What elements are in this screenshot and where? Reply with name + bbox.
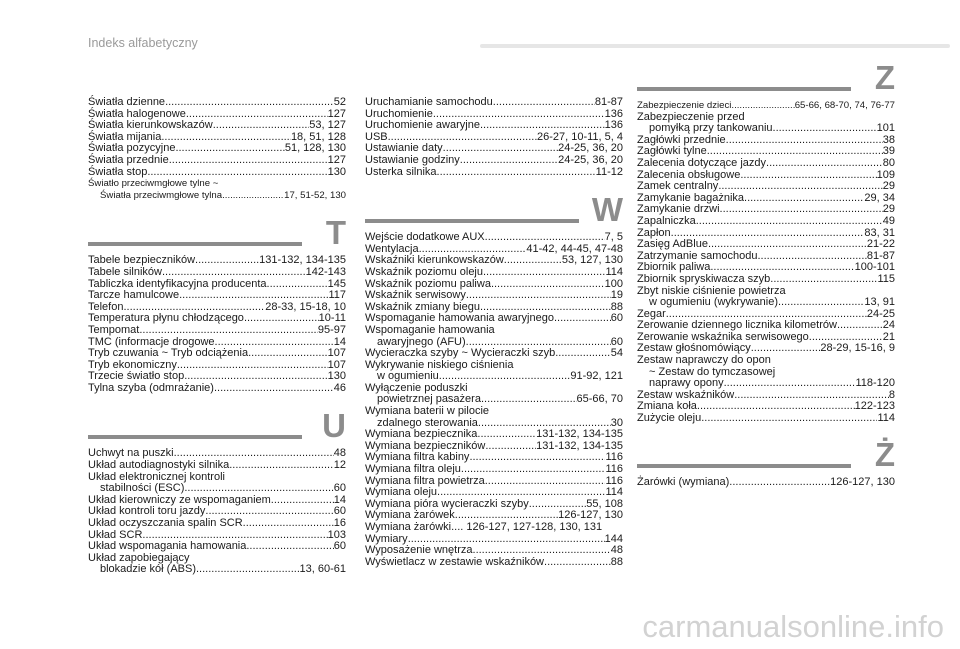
dot-leader (696, 216, 883, 228)
entry-pages: 24-25 (866, 307, 895, 320)
entry-pages: 107 (327, 358, 346, 371)
dot-leader (770, 274, 877, 286)
dot-leader (196, 564, 300, 576)
entry-pages: 60 (610, 335, 623, 348)
dot-leader (244, 313, 319, 325)
entry-pages: 28-33, 15-18, 10 (265, 300, 346, 313)
entry-pages: 51, 128, 130 (284, 142, 346, 155)
entry-term: ~ Zestaw do tymczasowej (649, 365, 776, 378)
entry-pages: 53, 127, 130 (561, 254, 623, 267)
entry-term: Zatrzymanie samochodu (637, 249, 758, 262)
index-entry (365, 464, 623, 476)
entry-term: Światła pozycyjne (88, 142, 176, 155)
entry-term: Wskaźnik zmiany biegu (365, 300, 480, 313)
entry-pages: 52 (333, 96, 346, 108)
entry-pages: 100-101 (854, 261, 895, 274)
entry-pages: 126-127, 130 (830, 475, 895, 488)
entry-term: Zamykanie drzwi (637, 203, 720, 216)
dot-leader (555, 348, 611, 360)
index-entry (637, 413, 895, 425)
index-column-2 (365, 97, 623, 568)
entry-pages: 131-132, 134-135 (536, 428, 623, 441)
entry-term: Układ SCR (88, 528, 143, 541)
entry-pages: 60 (610, 312, 623, 325)
entry-term: Wymiana bezpiecznika (365, 428, 478, 441)
index-column-1 (88, 97, 346, 576)
entry-pages: 136 (604, 107, 623, 120)
index-entry (365, 232, 623, 244)
entry-term: Tempomat (88, 323, 140, 336)
entry-term: Ustawianie daty (365, 142, 443, 155)
dot-leader (708, 239, 867, 251)
entry-term: Temperatura płynu chłodzącego (88, 312, 244, 325)
dot-leader (147, 167, 327, 179)
entry-pages: 114 (877, 412, 895, 425)
entry-pages: 81-87 (594, 96, 623, 108)
entry-pages: 17, 51-52, 130 (284, 189, 346, 201)
entry-term: Tabele bezpieczników (88, 254, 196, 267)
dot-leader (504, 255, 562, 267)
dot-leader (214, 383, 334, 395)
index-entry (637, 297, 895, 309)
entry-pages: 118-120 (855, 377, 895, 390)
entry-pages: 101 (876, 122, 895, 135)
entry-term: Układ oczyszczania spalin SCR (88, 517, 243, 530)
entry-pages: 55, 108 (586, 497, 623, 510)
entry-term: Uruchomienie (365, 107, 433, 120)
entry-term: powietrznej pasażera (377, 393, 481, 406)
entry-pages: 91-92, 121 (570, 370, 623, 383)
entry-pages: 100 (604, 277, 623, 290)
entry-term: Uruchomienie awaryjne (365, 119, 480, 132)
dot-leader (481, 394, 577, 406)
entry-term: Światła dzienne (88, 96, 166, 108)
entry-pages: 126-127, 130 (558, 509, 623, 522)
entry-pages: 13, 60-61 (299, 563, 346, 576)
section-letter: Z (874, 59, 895, 96)
index-section (637, 60, 895, 425)
entry-term: Światła halogenowe (88, 107, 186, 120)
entry-pages: 13, 91 (864, 296, 895, 309)
entry-term: Wskaźnik poziomu oleju (365, 265, 483, 278)
entry-term: Wspomaganie hamowania awaryjnego (365, 312, 554, 325)
entry-term: Zużycie oleju (637, 412, 702, 425)
dot-leader (729, 477, 830, 489)
index-entry (88, 564, 346, 576)
entry-term: Wymiana baterii w pilocie (365, 405, 490, 418)
entry-pages: 130 (327, 165, 346, 178)
entry-pages: 122-123 (854, 400, 895, 413)
dot-leader (161, 132, 291, 144)
entry-pages: 11-12 (595, 165, 623, 178)
entry-pages: 21-22 (866, 238, 895, 251)
dot-leader (740, 170, 876, 182)
entry-pages: 39 (882, 145, 895, 158)
entry-pages: 130 (327, 370, 346, 383)
entry-term: awaryjnego (AFU) (377, 335, 466, 348)
entry-pages: 114 (605, 265, 623, 278)
entry-pages: 60 (333, 482, 346, 495)
index-column-3 (637, 60, 895, 488)
entry-pages: 127 (327, 107, 346, 120)
entry-term: Zasięg AdBlue (637, 238, 708, 251)
watermark: carmanualsonline.info (642, 609, 944, 644)
entry-term: Wykrywanie niskiego ciśnienia (365, 358, 514, 371)
section-divider-bar (88, 242, 302, 246)
entry-term: Światła kierunkowskazów (88, 119, 213, 132)
dot-leader (483, 267, 605, 279)
entry-term: Uchwyt na puszki (88, 447, 174, 460)
dot-leader (837, 320, 883, 332)
entry-term: Wspomaganie hamowania (365, 323, 495, 336)
dot-leader (544, 557, 611, 569)
entry-term: Usterka silnika (365, 165, 437, 178)
entry-pages: 88 (610, 555, 623, 568)
section-letter-header (88, 408, 346, 448)
entry-pages: 24-25, 36, 20 (558, 142, 623, 155)
index-entry (637, 477, 895, 489)
entry-term: Układ kontroli toru jazdy (88, 505, 206, 518)
dot-leader (726, 135, 883, 147)
entry-pages: 18, 51, 128 (290, 130, 346, 143)
entry-term: w ogumieniu (377, 370, 439, 383)
entry-term: Układ autodiagnostyki silnika (88, 459, 230, 472)
entry-pages: 16 (333, 517, 346, 530)
entry-pages: 29 (882, 180, 895, 193)
entry-pages: 95-97 (317, 323, 346, 336)
entry-term: Wyłączenie poduszki (365, 381, 468, 394)
dot-leader (466, 290, 611, 302)
entry-term: Światło przeciwmgłowe tylne ~ (88, 178, 219, 190)
entry-term: Tryb ekonomiczny (88, 358, 177, 371)
entry-term: Zegar (637, 307, 666, 320)
dot-leader (766, 158, 883, 170)
dot-leader (179, 290, 328, 302)
index-entry (365, 325, 623, 337)
entry-pages: 131-132, 134-135 (259, 254, 346, 267)
entry-term: Telefon (88, 300, 124, 313)
entry-pages: 48 (610, 544, 623, 557)
entry-pages: 136 (604, 119, 623, 132)
entry-pages: 14 (333, 493, 346, 506)
entry-term: Układ kierowniczy ze wspomaganiem (88, 493, 271, 506)
entry-term: Zestaw głośnomówiący (637, 342, 751, 355)
entry-term: Wymiana filtra oleju (365, 463, 461, 476)
entry-term: Zerowanie wskaźnika serwisowego (637, 330, 809, 343)
entry-term: Zalecenia dotyczące jazdy (637, 156, 767, 169)
entry-term: Wyświetlacz w zestawie wskaźników (365, 555, 545, 568)
entry-pages: 24-25, 36, 20 (558, 153, 623, 166)
entry-term: Światła przednie (88, 153, 169, 166)
section-divider-bar (365, 219, 579, 223)
entry-term: Wskaźnik serwisowy (365, 289, 466, 302)
entry-term: Zabezpieczenie przed (637, 110, 745, 123)
entry-pages: 88 (610, 300, 623, 313)
entry-term: Zagłówki tylne (637, 145, 707, 158)
entry-term: Zapłon (637, 226, 671, 239)
index-entry (365, 97, 623, 109)
index-section (365, 192, 623, 568)
entry-term: Zbiornik paliwa (637, 261, 711, 274)
entry-pages: 116 (605, 474, 623, 487)
dot-leader (485, 476, 606, 488)
dot-leader (437, 167, 596, 179)
index-section (88, 97, 346, 201)
dot-leader (139, 325, 318, 337)
section-divider-bar (88, 435, 302, 439)
entry-term: Światła przeciwmgłowe tylna (100, 189, 223, 201)
entry-term: Wymiana bezpieczników (365, 439, 486, 452)
entry-pages: 29 (882, 203, 895, 216)
entry-pages: 24 (882, 319, 895, 332)
entry-pages: 8 (888, 388, 895, 401)
entry-term: Wentylacja (365, 242, 419, 255)
section-letter: W (591, 191, 623, 229)
entry-term: Zabezpieczenie dzieci (637, 100, 732, 111)
entry-pages: 30 (610, 416, 623, 429)
index-entry (637, 158, 895, 170)
entry-pages: 26-27, 10-11, 5, 4 (536, 130, 623, 143)
entry-term: Zerowanie dziennego licznika kilometrów (637, 319, 837, 332)
dot-leader (460, 155, 558, 167)
section-letter-header (637, 437, 895, 477)
entry-pages: 65-66, 68-70, 74, 76-77 (794, 100, 895, 111)
entry-pages: 109 (876, 168, 895, 181)
entry-pages: 54 (610, 347, 623, 360)
dot-leader (485, 441, 536, 453)
index-entry (637, 181, 895, 193)
entry-term: Zmiana koła (637, 400, 697, 413)
dot-leader (469, 452, 605, 464)
section-divider-bar (637, 87, 851, 91)
index-entry (365, 406, 623, 418)
entry-term: Żarówki (wymiana) (637, 475, 730, 488)
dot-leader (718, 181, 882, 193)
entry-pages: 46 (333, 381, 346, 394)
entry-term: Wymiana żarówki.... 126-127, 127-128, 130, 131 (365, 521, 603, 533)
entry-pages: 83, 31 (864, 226, 895, 239)
index-section (637, 437, 895, 489)
dot-leader (720, 204, 883, 216)
entry-term: Zestaw wskaźników (637, 388, 735, 401)
entry-term: Wycieraczka szyby ~ Wycieraczki szyb (365, 347, 556, 360)
entry-pages: 7, 5 (604, 231, 623, 244)
entry-pages: 80 (882, 156, 895, 169)
dot-leader (165, 97, 334, 109)
entry-pages: 117 (328, 289, 346, 302)
entry-pages: 81-87 (866, 249, 895, 262)
index-entry (88, 518, 346, 530)
index-entry (365, 522, 623, 534)
dot-leader (697, 401, 855, 413)
entry-term: Światła stop (88, 165, 148, 178)
entry-pages: 21 (882, 330, 895, 343)
section-letter-header (637, 60, 895, 100)
index-entry (88, 178, 346, 190)
dot-leader (222, 190, 284, 202)
entry-term: Wymiana pióra wycieraczki szyby (365, 497, 529, 510)
section-letter-header (365, 192, 623, 232)
entry-term: Układ wspomagania hamowania (88, 540, 247, 553)
index-section (88, 408, 346, 576)
entry-term: Wymiana oleju (365, 486, 438, 499)
entry-pages: 116 (605, 451, 623, 464)
dot-leader (267, 279, 328, 291)
entry-pages: 60 (333, 540, 346, 553)
entry-pages: 28-29, 15-16, 9 (820, 342, 895, 355)
dot-leader (491, 279, 605, 291)
index-entry (365, 557, 623, 569)
index-entry (88, 97, 346, 109)
dot-leader (162, 267, 306, 279)
dot-leader (493, 97, 595, 109)
section-letter: U (322, 407, 346, 445)
entry-term: Zbyt niskie ciśnienie powietrza (637, 284, 786, 297)
entry-term: Wyposażenie wnętrza (365, 544, 473, 557)
entry-pages: 142-143 (305, 265, 346, 278)
dot-leader (195, 255, 259, 267)
index-entry (365, 155, 623, 167)
section-letter: Ż (874, 435, 895, 473)
entry-term: TMC (informacje drogowe (88, 335, 215, 348)
entry-pages: 10-11 (318, 312, 346, 325)
index-entry (88, 348, 346, 360)
entry-pages: 144 (604, 532, 623, 545)
entry-pages: 19 (610, 289, 623, 302)
entry-term: zdalnego sterowania (377, 416, 478, 429)
entry-pages: 115 (877, 272, 895, 285)
dot-leader (271, 495, 334, 507)
index-entry (88, 155, 346, 167)
entry-term: Zapalniczka (637, 214, 696, 227)
entry-pages: 41-42, 44-45, 47-48 (526, 242, 623, 255)
index-entry (88, 267, 346, 279)
entry-pages: 145 (327, 277, 346, 290)
index-section (88, 215, 346, 394)
index-entry (637, 239, 895, 251)
entry-term: USB (365, 130, 388, 143)
dot-leader (701, 413, 877, 425)
index-entry (88, 190, 346, 202)
entry-pages: 131-132, 134-135 (536, 439, 623, 452)
entry-pages: 107 (327, 347, 346, 360)
index-entry (88, 325, 346, 337)
index-entry (88, 167, 346, 179)
entry-pages: 14 (333, 335, 346, 348)
entry-pages: 103 (327, 528, 346, 541)
entry-pages: 60 (333, 505, 346, 518)
entry-term: Zagłówki przednie (637, 133, 726, 146)
header-rule (480, 44, 950, 48)
index-entry (365, 267, 623, 279)
entry-term: Zalecenia obsługowe (637, 168, 741, 181)
entry-term: Układ elektronicznej kontroli (88, 470, 225, 483)
entry-term: Zamek centralny (637, 180, 719, 193)
entry-pages: 49 (882, 214, 895, 227)
entry-term: Tylna szyba (odmrażanie) (88, 381, 214, 394)
index-entry (637, 216, 895, 228)
entry-pages: 53, 127 (309, 119, 346, 132)
entry-term: Zestaw naprawczy do opon (637, 354, 771, 367)
dot-leader (246, 541, 333, 553)
entry-term: Tryb czuwania ~ Tryb odciążenia (88, 347, 249, 360)
entry-term: Uruchamianie samochodu (365, 96, 493, 108)
entry-term: Ustawianie godziny (365, 153, 460, 166)
entry-pages: 48 (333, 447, 346, 460)
entry-term: Zbiornik spryskiwacza szyb (637, 272, 771, 285)
entry-term: pomyłką przy tankowaniu (649, 122, 773, 135)
index-entry (365, 167, 623, 179)
entry-term: Zamykanie bagażnika (637, 191, 745, 204)
index-entry (365, 290, 623, 302)
page-header-title: Indeks alfabetyczny (88, 36, 198, 50)
entry-pages: 29, 34 (864, 191, 895, 204)
entry-term: Tabele silników (88, 265, 162, 278)
index-section (365, 97, 623, 178)
entry-pages: 38 (882, 133, 895, 146)
dot-leader (724, 378, 856, 390)
entry-term: Wskaźnik poziomu paliwa (365, 277, 491, 290)
entry-term: Układ zapobiegający (88, 551, 190, 564)
entry-pages: 114 (605, 486, 623, 499)
dot-leader (485, 232, 605, 244)
dot-leader (243, 518, 334, 530)
index-entry (88, 290, 346, 302)
entry-term: w ogumieniu (wykrywanie) (649, 296, 778, 309)
dot-leader (477, 429, 536, 441)
entry-term: Wymiana żarówek (365, 509, 455, 522)
entry-pages: 116 (605, 463, 623, 476)
entry-term: Wymiana filtra powietrza (365, 474, 485, 487)
entry-term: Tarcze hamulcowe (88, 289, 180, 302)
entry-term: Wymiary (365, 532, 408, 545)
dot-leader (169, 155, 328, 167)
index-entry (88, 383, 346, 395)
entry-pages: 127 (327, 153, 346, 166)
entry-term: Wskaźniki kierunkowskazów (365, 254, 504, 267)
entry-term: Światła mijania (88, 130, 162, 143)
dot-leader (744, 193, 864, 205)
dot-leader (773, 123, 877, 135)
entry-term: Wymiana filtra kabiny (365, 451, 470, 464)
section-letter-header (88, 215, 346, 255)
entry-term: blokadzie kół (ABS) (100, 563, 196, 576)
dot-leader (177, 360, 328, 372)
dot-leader (757, 251, 866, 263)
entry-term: stabilności (ESC) (100, 482, 185, 495)
dot-leader (175, 143, 284, 155)
entry-term: Wejście dodatkowe AUX (365, 231, 485, 244)
entry-pages: 12 (333, 459, 346, 472)
dot-leader (461, 464, 606, 476)
entry-term: Trzecie światło stop (88, 370, 185, 383)
entry-term: naprawy opony (649, 377, 724, 390)
entry-term: Tabliczka identyfikacyjna producenta (88, 277, 267, 290)
entry-pages: 65-66, 70 (576, 393, 623, 406)
dot-leader (778, 297, 864, 309)
section-letter: T (325, 214, 346, 252)
section-divider-bar (637, 464, 851, 468)
dot-leader (248, 348, 328, 360)
dot-leader (229, 460, 334, 472)
dot-leader (554, 313, 611, 325)
